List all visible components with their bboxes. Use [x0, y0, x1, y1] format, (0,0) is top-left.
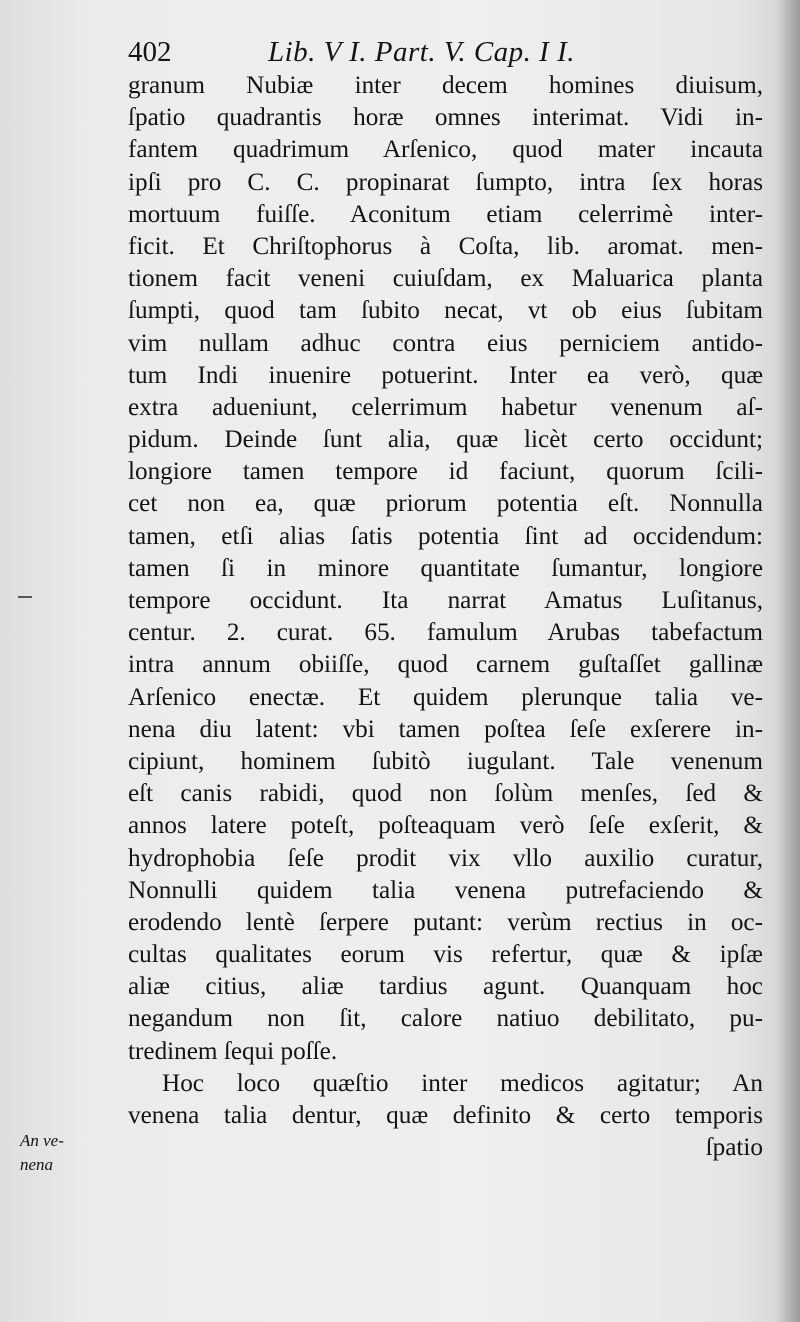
text-line: tredinem ſequi poſſe. [128, 1037, 338, 1065]
text-line: centur. 2. curat. 65. famulum Arubas tabefactum [128, 619, 763, 647]
text-line: fantem quadrimum Arſenico, quod mater incauta [128, 136, 763, 164]
text-line: venena talia dentur, quæ definito & certo temporis [128, 1102, 763, 1129]
text-line: Nonnulli quidem talia venena putrefaciendo & [128, 876, 763, 904]
margin-note [20, 1129, 110, 1177]
text-line: mortuum fuiſſe. Aconitum etiam celerrimè inter- [128, 200, 763, 228]
text-line: eſt canis rabidi, quod non ſolùm menſes, ſed & [128, 780, 763, 808]
text-line: ipſi pro C. C. propinarat ſumpto, intra ſex horas [128, 168, 763, 196]
text-line: Arſenico enectæ. Et quidem plerunque talia ve- [128, 683, 763, 711]
text-line: vim nullam adhuc contra eius perniciem antido- [128, 329, 763, 357]
text-line: cet non ea, quæ priorum potentia eſt. Nonnulla [128, 490, 763, 518]
body-text [128, 70, 763, 1164]
text-line: cultas qualitates eorum vis refertur, quæ & ipſæ [128, 941, 763, 969]
margin-note-line: nena [20, 1155, 54, 1174]
page-number: 402 [128, 36, 172, 68]
text-line: nena diu latent: vbi tamen poſtea ſeſe exſerere in- [128, 715, 763, 743]
page-header [128, 34, 768, 70]
text-line: ſpatio quadrantis horæ omnes interimat. Vidi in- [128, 104, 763, 132]
text-line: tamen ſi in minore quantitate ſumantur, longiore [128, 554, 763, 582]
text-line: granum Nubiæ inter decem homines diuisum, [128, 72, 763, 99]
text-line: tamen, etſi alias ſatis potentia ſint ad occidendum: [128, 522, 763, 550]
text-line: tum Indi inuenire potuerint. Inter ea verò, quæ [128, 361, 763, 389]
margin-mark [18, 596, 32, 598]
text-line: annos latere poteſt, poſteaquam verò ſeſe exſerit, & [128, 812, 763, 840]
text-line: aliæ citius, aliæ tardius agunt. Quanquam hoc [128, 973, 763, 1001]
text-line: tempore occidunt. Ita narrat Amatus Luſitanus, [128, 587, 763, 614]
text-line: pidum. Deinde ſunt alia, quæ licèt certo occidunt; [128, 426, 763, 454]
catchword: ſpatio [705, 1134, 763, 1162]
text-line: cipiunt, hominem ſubitò iugulant. Tale venenum [128, 747, 763, 775]
text-line: extra adueniunt, celerrimum habetur venenum aſ- [128, 393, 763, 421]
text-line: negandum non ſit, calore natiuo debilitato, pu- [128, 1005, 763, 1033]
running-head: Lib. V I. Part. V. Cap. I I. [268, 36, 575, 68]
text-line: ficit. Et Chriſtophorus à Coſta, lib. aromat. men- [128, 232, 763, 260]
text-line: intra annum obiiſſe, quod carnem guſtaſſet gallinæ [128, 651, 763, 679]
text-line: longiore tamen tempore id faciunt, quorum ſcili- [128, 458, 763, 486]
text-line: erodendo lentè ſerpere putant: verùm rectius in oc- [128, 908, 763, 936]
margin-note-line: An ve- [20, 1131, 64, 1150]
text-line: Hoc loco quæſtio inter medicos agitatur; An [162, 1069, 763, 1097]
page-edge-shadow [776, 0, 800, 1322]
text-line: ſumpti, quod tam ſubito necat, vt ob eius ſubitam [128, 297, 763, 325]
text-line: tionem facit veneni cuiuſdam, ex Maluarica planta [128, 265, 763, 293]
text-line: hydrophobia ſeſe prodit vix vllo auxilio curatur, [128, 844, 763, 872]
